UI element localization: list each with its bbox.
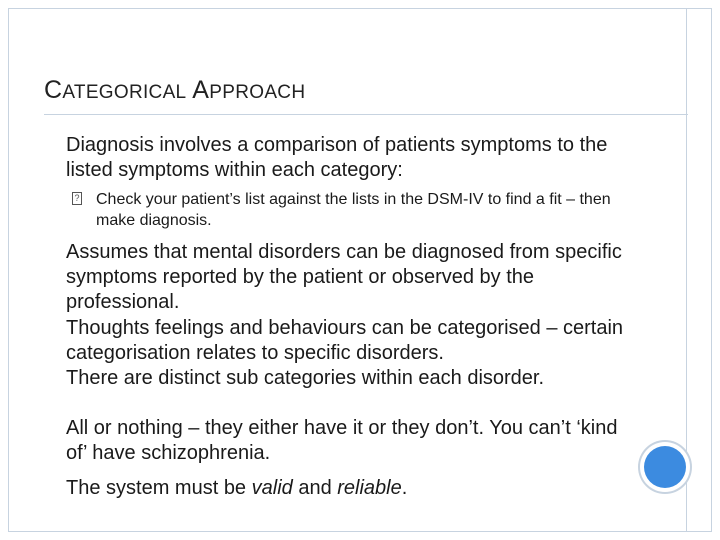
slide-title [44, 76, 305, 105]
emphasis-reliable: reliable [337, 477, 402, 499]
bullet-text: Thoughts feelings and behaviours can be categorised – certain categorisation relates to specific disorders. [66, 317, 624, 364]
title-divider [44, 114, 688, 115]
missing-glyph-icon: ? [72, 192, 82, 205]
bullet-text-before: The system must be [66, 477, 252, 499]
title-initial-2: A [192, 76, 210, 104]
bullet-item [66, 133, 636, 183]
bullet-item [66, 476, 636, 501]
decorative-circle [644, 446, 686, 488]
sub-bullet-item [74, 189, 636, 231]
bullet-item [66, 366, 636, 391]
bullet-text: Assumes that mental disorders can be diagnosed from specific symptoms reported by the patient or observed by the professional. [66, 241, 622, 313]
bullet-text: There are distinct sub categories within each disorder. [66, 367, 545, 389]
bullet-text: Diagnosis involves a comparison of patients symptoms to the listed symptoms within each category: [66, 134, 608, 181]
bullet-text-middle: and [292, 477, 338, 499]
bullet-text-after: . [401, 477, 408, 499]
bullet-text: All or nothing – they either have it or they don’t. You can’t ‘kind of’ have schizophrenia. [66, 417, 618, 464]
slide-right-strip [686, 8, 712, 532]
emphasis-valid: valid [251, 477, 293, 499]
bullet-item [66, 316, 636, 366]
title-rest-2: PPROACH [209, 82, 306, 103]
bullet-item [66, 416, 636, 466]
bullet-item [66, 240, 636, 315]
title-initial-1: C [44, 76, 63, 104]
sub-bullet-text: Check your patient’s list against the lists in the DSM-IV to find a fit – then make diagnosis. [96, 191, 611, 229]
title-rest-1: ATEGORICAL [62, 82, 187, 103]
